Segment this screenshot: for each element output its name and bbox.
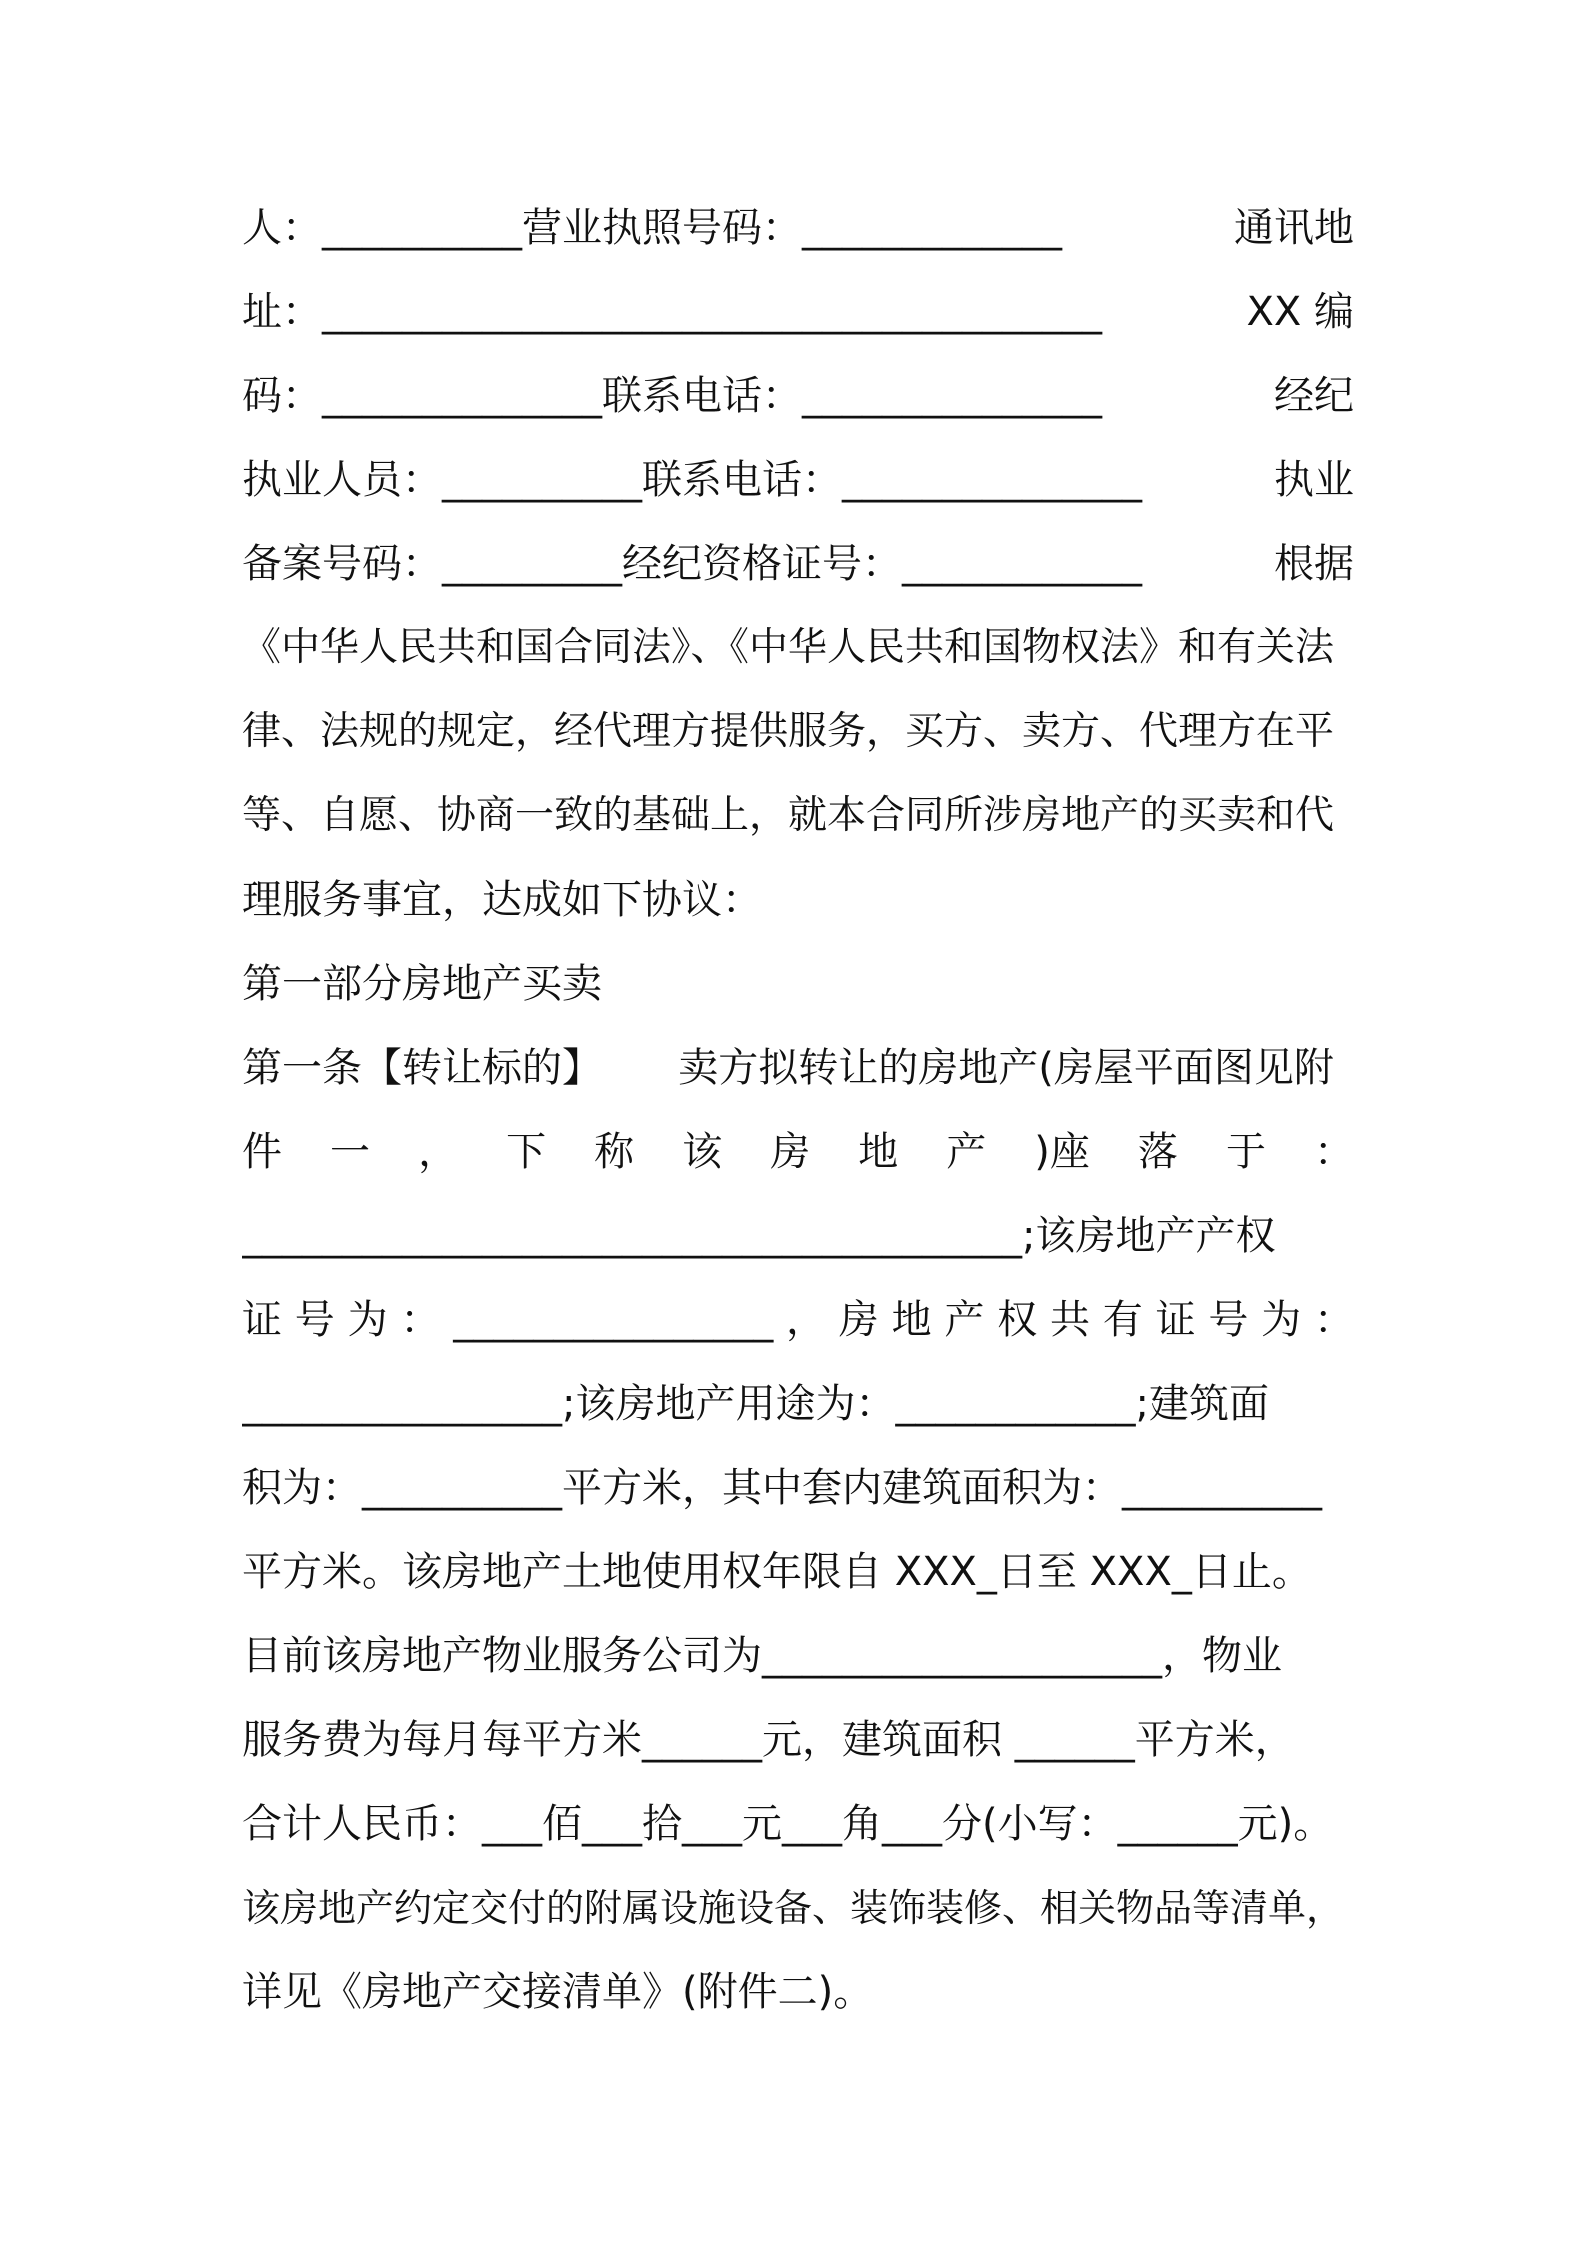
text-line-3 [242, 364, 1354, 428]
line-12-char: 一 [330, 1129, 371, 1175]
line-14-char: 为 [1261, 1297, 1302, 1343]
text-line-2 [242, 280, 1354, 344]
line-14-blank: ________________ [453, 1297, 774, 1343]
text-line-18: 目前该房地产物业服务公司为____________________，物业 [242, 1633, 1282, 1679]
line-5-left: 备案号码：_________经纪资格证号：____________ [242, 541, 1142, 587]
article-one-heading: 第一条【转让标的】 卖方拟转让的房地产(房屋平面图见附 [242, 1045, 1334, 1091]
text-line-22: 详见《房地产交接清单》(附件二)。 [242, 1969, 874, 2015]
text-line-1 [242, 196, 1354, 260]
text-line-5 [242, 532, 1354, 596]
section-heading: 第一部分房地产买卖 [242, 961, 602, 1007]
line-14-char: 权 [997, 1297, 1038, 1343]
text-line-7: 律、法规的规定，经代理方提供服务，买方、卖方、代理方在平 [242, 709, 1335, 754]
line-12-char: 件 [242, 1129, 282, 1175]
line-14-char: 共 [1049, 1297, 1090, 1343]
text-line-6: 《中华人民共和国合同法》、《中华人民共和国物权法》和有关法 [242, 625, 1335, 670]
line-5-right: 根据 [1274, 541, 1354, 587]
line-14-char: 地 [891, 1297, 932, 1343]
line-4-left: 执业人员：__________联系电话：_______________ [242, 457, 1142, 503]
line-1-left: 人：__________营业执照号码：_____________ [242, 205, 1062, 251]
text-line-13: _______________________________________;该房地产产权 [242, 1213, 1276, 1259]
line-12-char: 落 [1137, 1129, 1178, 1175]
line-14-char: 产 [944, 1297, 985, 1343]
line-14-char: 有 [1102, 1297, 1143, 1343]
line-12-char: ， [418, 1129, 459, 1175]
line-14-char: 号 [1208, 1297, 1249, 1343]
line-14-char: 为 [347, 1297, 388, 1343]
line-12-char: 该 [682, 1129, 723, 1175]
text-line-19: 服务费为每月每平方米______元，建筑面积 ______平方米， [242, 1717, 1295, 1763]
line-12-char: ： [1313, 1129, 1354, 1175]
line-14-char: 证 [1155, 1297, 1196, 1343]
line-14-char: ： [400, 1297, 441, 1343]
line-14-char: 号 [294, 1297, 335, 1343]
line-14-char: 证 [242, 1297, 282, 1343]
line-12-char: 于 [1225, 1129, 1266, 1175]
line-14-char: ， [785, 1297, 826, 1343]
line-2-left: 址：_______________________________________ [242, 289, 1102, 335]
line-3-right: 经纪 [1274, 373, 1354, 419]
line-14-char: ： [1313, 1297, 1354, 1343]
line-4-right: 执业 [1274, 457, 1354, 503]
text-line-15: ________________;该房地产用途为：____________;建筑面 [242, 1381, 1269, 1427]
text-line-9: 理服务事宜，达成如下协议： [242, 877, 762, 923]
text-line-12 [242, 1120, 1354, 1184]
line-12-char: 称 [594, 1129, 635, 1175]
line-3-left: 码：______________联系电话：_______________ [242, 373, 1102, 419]
line-1-right: 通讯地 [1234, 205, 1354, 251]
line-2-right: XX 编 [1246, 289, 1354, 335]
text-line-4 [242, 448, 1354, 512]
line-12-char: 房 [770, 1129, 811, 1175]
line-12-char: 产 [946, 1129, 987, 1175]
text-line-21: 该房地产约定交付的附属设施设备、装饰装修、相关物品等清单， [242, 1886, 1345, 1930]
text-line-8: 等、自愿、协商一致的基础上，就本合同所涉房地产的买卖和代 [242, 793, 1335, 838]
text-line-14 [242, 1288, 1354, 1352]
line-14-char: 房 [838, 1297, 879, 1343]
text-line-16: 积为：__________平方米，其中套内建筑面积为：__________ [242, 1465, 1322, 1511]
text-line-20: 合计人民币：___佰___拾___元___角___分(小写：______元)。 [242, 1801, 1334, 1847]
text-line-17: 平方米。该房地产土地使用权年限自 XXX_日至 XXX_日止。 [242, 1549, 1312, 1595]
line-12-char: 下 [506, 1129, 547, 1175]
line-12-char: )座 [1034, 1129, 1090, 1175]
line-12-char: 地 [858, 1129, 899, 1175]
